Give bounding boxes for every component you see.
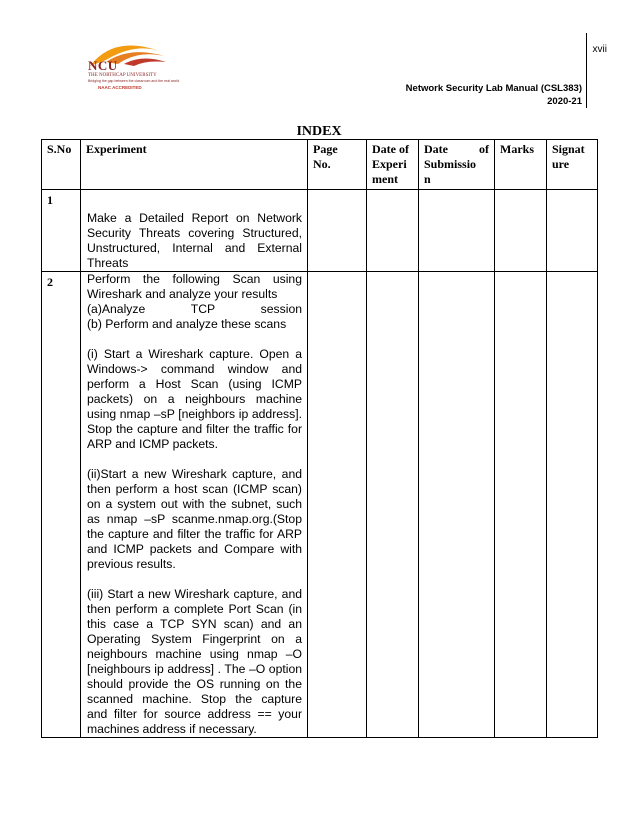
header-date-sub-word: Date — [424, 142, 448, 156]
row-date-of-submission — [419, 190, 495, 272]
header-date-of-submission — [419, 140, 495, 190]
logo-university: THE NORTHCAP UNIVERSITY — [88, 73, 157, 78]
experiment-text: Perform the following Scan using Wireshark and analyze your results — [87, 272, 302, 301]
row-marks — [495, 272, 547, 738]
row-date-of-experiment — [367, 190, 419, 272]
row-signature — [547, 272, 598, 738]
row-date-of-submission — [419, 272, 495, 738]
header-marks: Marks — [495, 140, 547, 190]
header-signature-line: ure — [552, 157, 570, 171]
paragraph-gap — [87, 452, 302, 467]
experiment-text — [87, 302, 302, 317]
row-sno: 1 — [42, 190, 81, 272]
row-experiment — [81, 272, 308, 738]
table-row — [42, 272, 598, 738]
header-signature-line: Signat — [552, 142, 585, 156]
row-sno: 2 — [42, 272, 81, 738]
experiment-text: Make a Detailed Report on Network Security Threats covering Structured, Unstructured, Internal and External Threats — [87, 211, 302, 270]
header-date-of-experiment — [367, 140, 419, 190]
header-divider — [586, 33, 587, 108]
header-page-no-line: Page — [313, 142, 338, 156]
row-signature — [547, 190, 598, 272]
experiment-text: (iii) Start a new Wireshark capture, and then perform a complete Port Scan (in this case a TCP SYN scan) and an Operating System Fingerprint on a neighbours machine using nmap –O [neighbours ip address] . The –O option should provide the OS running on the scanned machine. Stop the capture and filter for source address == your machines address if necessary. — [87, 587, 302, 736]
header-date-exp-line: ment — [372, 172, 398, 186]
header-date-sub-line — [424, 142, 489, 157]
header-date-sub-word: of — [479, 142, 489, 156]
table-header-row — [42, 140, 598, 190]
manual-year: 2020-21 — [547, 96, 582, 107]
header-date-sub-line: Submissio — [424, 157, 477, 171]
experiment-word: (a)Analyze — [87, 302, 146, 316]
page-number: xvii — [592, 44, 607, 55]
experiment-text: (ii)Start a new Wireshark capture, and then perform a host scan (ICMP scan) on a system out with the subnet, such as nmap –sP scanme.nmap.org.(Stop the capture and filter the traffic for ARP and ICMP packets and Compare with previous results. — [87, 467, 302, 571]
logo-tagline: Bridging the gap between the classroom and the real world — [88, 79, 180, 83]
row-experiment — [81, 190, 308, 272]
header-date-exp-line: Date of — [372, 142, 409, 156]
experiment-word: session — [260, 302, 302, 316]
row-page-no — [308, 272, 367, 738]
header-date-exp-line: Experi — [372, 157, 407, 171]
row-date-of-experiment — [367, 272, 419, 738]
experiment-text: (b) Perform and analyze these scans — [87, 317, 287, 331]
row-marks — [495, 190, 547, 272]
row-page-no — [308, 190, 367, 272]
paragraph-gap — [87, 332, 302, 347]
header-experiment: Experiment — [81, 140, 308, 190]
header-page-no-line: No. — [313, 157, 331, 171]
table-row — [42, 190, 598, 272]
index-title: INDEX — [296, 124, 342, 139]
experiment-word: TCP — [190, 302, 216, 316]
logo-abbr: NCU — [88, 58, 118, 73]
header-signature — [547, 140, 598, 190]
header-date-sub-line: n — [424, 172, 431, 186]
experiment-text: (i) Start a Wireshark capture. Open a Windows-> command window and perform a Host Scan (using ICMP packets) on a neighbours machine using nmap –sP [neighbors ip address]. Stop the capture and filter the traffic for ARP and ICMP packets. — [87, 347, 302, 451]
manual-title-block — [406, 82, 582, 108]
logo-accreditation: NAAC ACCREDITED — [98, 85, 142, 90]
paragraph-gap — [87, 572, 302, 587]
manual-title: Network Security Lab Manual (CSL383) — [405, 83, 582, 94]
header-page-no — [308, 140, 367, 190]
index-table — [41, 139, 598, 738]
header-sno: S.No — [42, 140, 81, 190]
